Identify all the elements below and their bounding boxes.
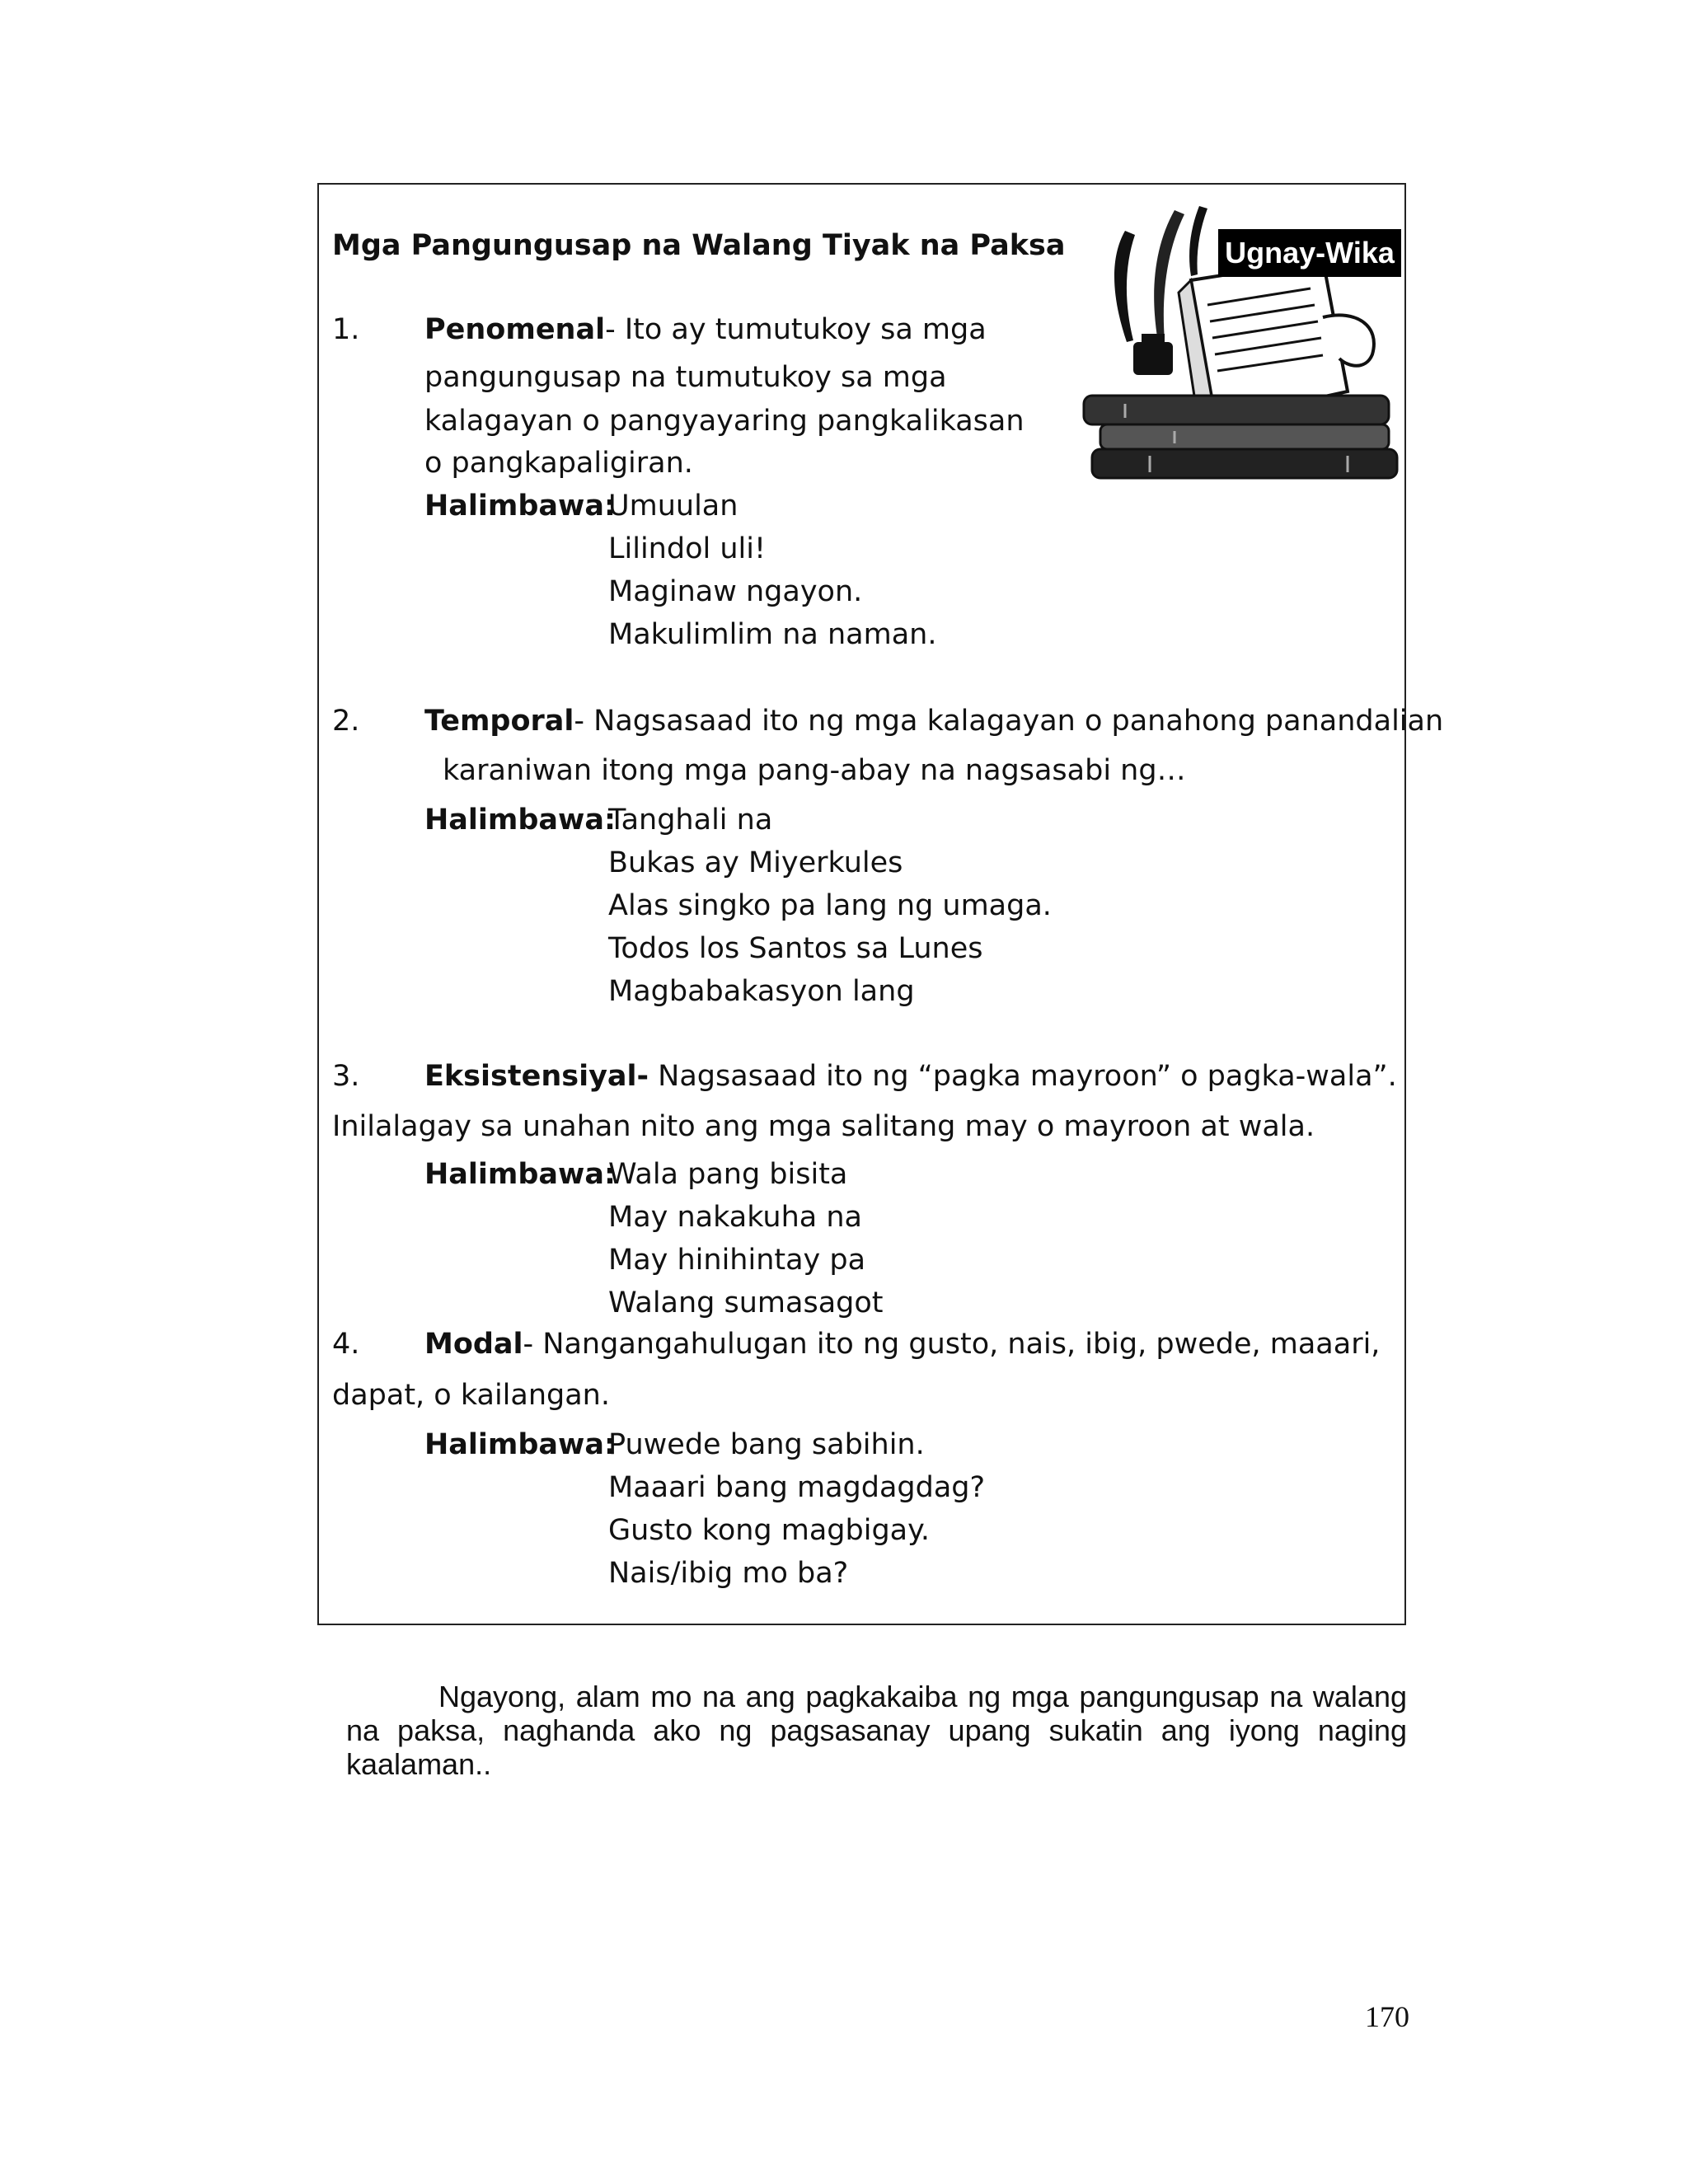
item-2-example-label: Halimbawa: (424, 804, 616, 837)
item-1-definition-2: pangungusap na tumutukoy sa mga (424, 361, 947, 394)
item-2-example-1: Tanghali na (608, 804, 773, 837)
item-4-definition-1: - Nangangahulugan ito ng gusto, nais, ibig, pwede, maaari, (523, 1328, 1381, 1361)
item-3-line-1 (424, 1058, 1397, 1094)
item-2-example-4: Todos los Santos sa Lunes (608, 932, 983, 965)
item-3-example-2: May nakakuha na (608, 1201, 862, 1234)
item-2-line-1 (424, 703, 1443, 739)
item-1-example-1: Umuulan (608, 490, 738, 523)
item-4-example-2: Maaari bang magdagdag? (608, 1471, 986, 1504)
ugnay-wika-badge: Ugnay-Wika (1218, 229, 1401, 277)
item-1-definition-3: kalagayan o pangyayaring pangkalikasan (424, 405, 1025, 438)
item-2-term: Temporal (424, 705, 574, 738)
item-3-example-3: May hinihintay pa (608, 1244, 866, 1277)
item-4-number: 4. (332, 1328, 360, 1361)
item-2-definition-2: karaniwan itong mga pang-abay na nagsasabi ng… (443, 754, 1186, 787)
item-1-example-2: Lilindol uli! (608, 532, 766, 565)
item-1-definition-1: - Ito ay tumutukoy sa mga (605, 313, 987, 346)
item-4-line-1 (424, 1326, 1380, 1362)
item-3-number: 3. (332, 1060, 360, 1093)
item-3-definition-1: Nagsasaad ito ng “pagka mayroon” o pagka-wala”. (649, 1060, 1397, 1093)
item-4-example-1: Puwede bang sabihin. (608, 1428, 925, 1461)
item-1-number: 1. (332, 313, 360, 346)
item-4-example-4: Nais/ibig mo ba? (608, 1557, 849, 1590)
item-2-example-2: Bukas ay Miyerkules (608, 846, 903, 879)
item-2-example-3: Alas singko pa lang ng umaga. (608, 889, 1052, 922)
section-title: Mga Pangungusap na Walang Tiyak na Paksa (332, 229, 1066, 262)
item-3-term: Eksistensiyal- (424, 1060, 649, 1093)
item-2-example-5: Magbabakasyon lang (608, 975, 915, 1008)
item-3-example-4: Walang sumasagot (608, 1286, 884, 1319)
item-1-example-4: Makulimlim na naman. (608, 618, 937, 651)
closing-paragraph-text: Ngayong, alam mo na ang pagkakaiba ng mga pangungusap na walang na paksa, naghanda ako ng pagsasanay upang sukatin ang iyong naging kaalaman.. (346, 1680, 1407, 1781)
item-4-example-3: Gusto kong magbigay. (608, 1514, 930, 1547)
item-4-example-label: Halimbawa: (424, 1428, 616, 1461)
page-number: 170 (1365, 2000, 1409, 2033)
item-1-line-1 (424, 312, 987, 348)
item-1-definition-4: o pangkapaligiran. (424, 447, 693, 480)
item-1-example-label: Halimbawa: (424, 490, 616, 523)
item-3-example-1: Wala pang bisita (608, 1158, 848, 1191)
item-1-term: Penomenal (424, 313, 606, 346)
closing-paragraph (346, 1680, 1407, 1781)
item-1-example-3: Maginaw ngayon. (608, 575, 863, 608)
item-3-definition-2: Inilalagay sa unahan nito ang mga salitang may o mayroon at wala. (332, 1110, 1315, 1143)
item-4-definition-2: dapat, o kailangan. (332, 1379, 610, 1412)
item-2-number: 2. (332, 705, 360, 738)
item-3-example-label: Halimbawa: (424, 1158, 616, 1191)
item-2-definition-1: - Nagsasaad ito ng mga kalagayan o panahong panandalian (574, 705, 1444, 738)
item-4-term: Modal (424, 1328, 523, 1361)
